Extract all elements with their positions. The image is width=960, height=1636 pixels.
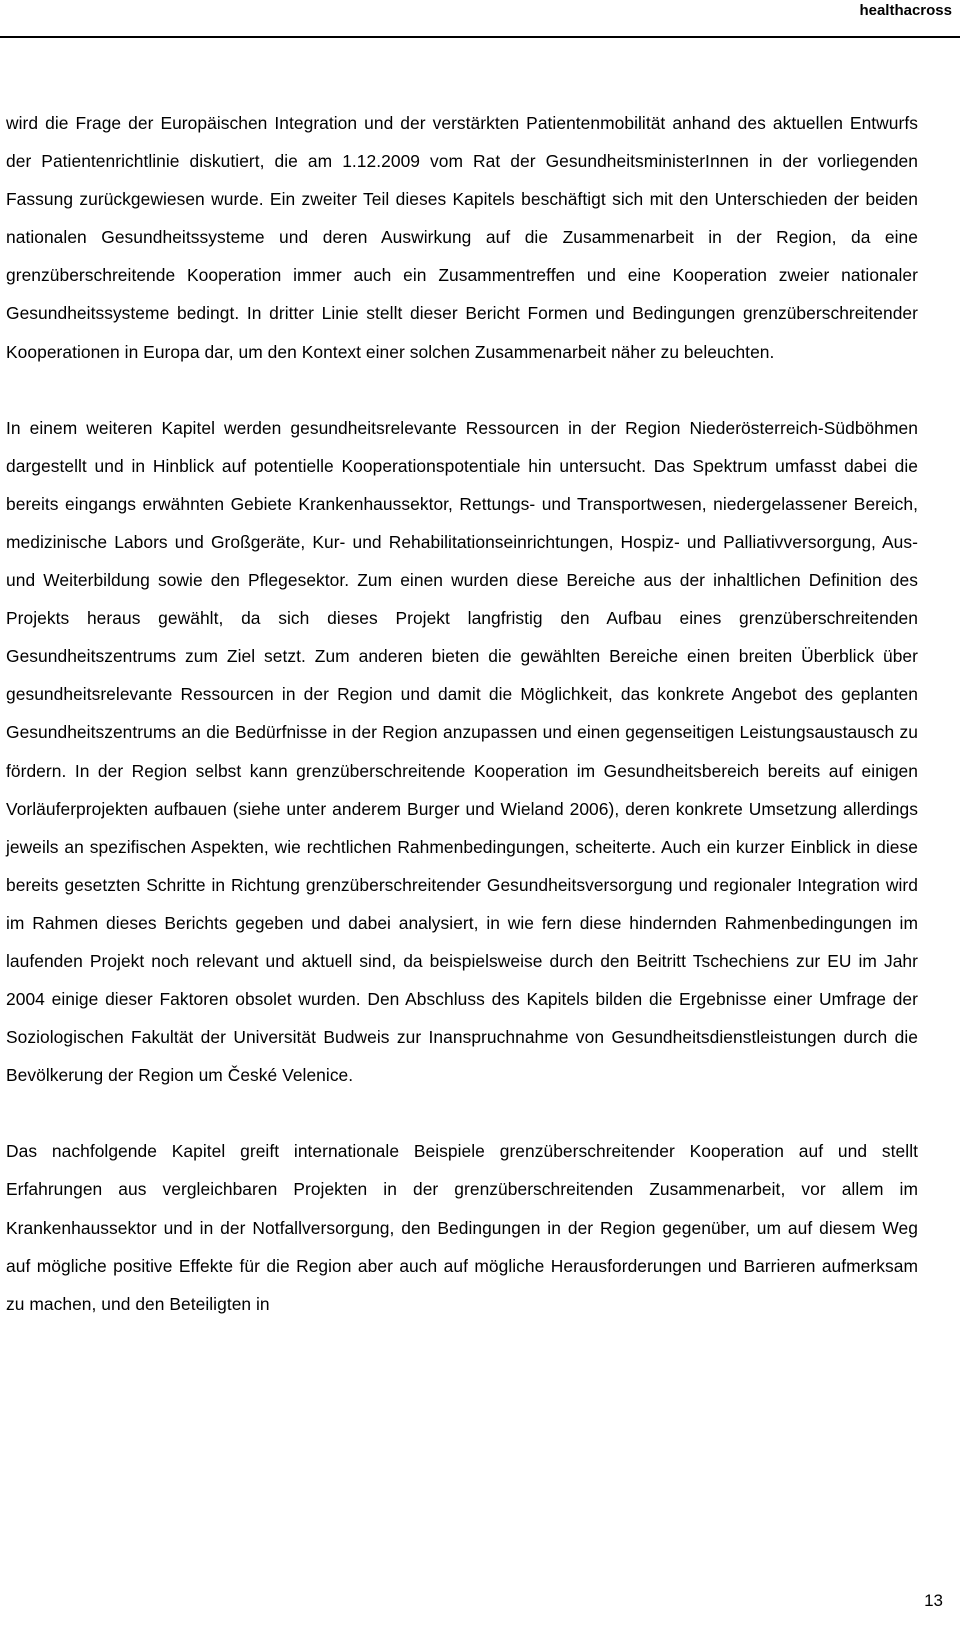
document-body	[6, 104, 918, 1323]
header-brand: healthacross	[859, 2, 952, 19]
paragraph-1: wird die Frage der Europäischen Integration und der verstärkten Patientenmobilität anhand des aktuellen Entwurfs der Patientenrichtlinie diskutiert, die am 1.12.2009 vom Rat der GesundheitsministerInnen in der vorliegenden Fassung zurückgewiesen wurde. Ein zweiter Teil dieses Kapitels beschäftigt sich mit den Unterschieden der beiden nationalen Gesundheitssysteme und deren Auswirkung auf die Zusammenarbeit in der Region, da eine grenzüberschreitende Kooperation immer auch ein Zusammentreffen und eine Kooperation zweier nationaler Gesundheitssysteme bedingt. In dritter Linie stellt dieser Bericht Formen und Bedingungen grenzüberschreitender Kooperationen in Europa dar, um den Kontext einer solchen Zusammenarbeit näher zu beleuchten.	[6, 113, 918, 362]
header-divider	[0, 36, 960, 38]
paragraph-3: Das nachfolgende Kapitel greift internationale Beispiele grenzüberschreitender Kooperation auf und stellt Erfahrungen aus vergleichbaren Projekten in der grenzüberschreitenden Zusammenarbeit, vor allem im Krankenhaussektor und in der Notfallversorgung, den Bedingungen in der Region gegenüber, um auf diesem Weg auf mögliche positive Effekte für die Region aber auch auf mögliche Herausforderungen und Barrieren aufmerksam zu machen, und den Beteiligten in	[6, 1141, 918, 1314]
paragraph-2: In einem weiteren Kapitel werden gesundheitsrelevante Ressourcen in der Region Niederösterreich-Südböhmen dargestellt und in Hinblick auf potentielle Kooperationspotentiale hin untersucht. Das Spektrum umfasst dabei die bereits eingangs erwähnten Gebiete Krankenhaussektor, Rettungs- und Transportwesen, niedergelassener Bereich, medizinische Labors und Großgeräte, Kur- und Rehabilitationseinrichtungen, Hospiz- und Palliativversorgung, Aus- und Weiterbildung sowie den Pflegesektor. Zum einen wurden diese Bereiche aus der inhaltlichen Definition des Projekts heraus gewählt, da sich dieses Projekt langfristig den Aufbau eines grenzüberschreitenden Gesundheitszentrums zum Ziel setzt. Zum anderen bieten die gewählten Bereiche einen breiten Überblick über gesundheitsrelevante Ressourcen in der Region und damit die Möglichkeit, das konkrete Angebot des geplanten Gesundheitszentrums an die Bedürfnisse in der Region anzupassen und einen gegenseitigen Leistungsaustausch zu fördern. In der Region selbst kann grenzüberschreitende Kooperation im Gesundheitsbereich bereits auf einigen Vorläuferprojekten aufbauen (siehe unter anderem Burger und Wieland 2006), deren konkrete Umsetzung allerdings jeweils an spezifischen Aspekten, wie rechtlichen Rahmenbedingungen, scheiterte. Auch ein kurzer Einblick in diese bereits gesetzten Schritte in Richtung grenzüberschreitender Gesundheitsversorgung und regionaler Integration wird im Rahmen dieses Berichts gegeben und dabei analysiert, in wie fern diese hindernden Rahmenbedingungen im laufenden Projekt noch relevant und aktuell sind, da beispielsweise durch den Beitritt Tschechiens zur EU im Jahr 2004 einige dieser Faktoren obsolet wurden. Den Abschluss des Kapitels bilden die Ergebnisse einer Umfrage der Soziologischen Fakultät der Universität Budweis zur Inanspruchnahme von Gesundheitsdienstleistungen durch die Bevölkerung der Region um České Velenice.	[6, 417, 918, 1086]
page-number: 13	[924, 1591, 943, 1610]
